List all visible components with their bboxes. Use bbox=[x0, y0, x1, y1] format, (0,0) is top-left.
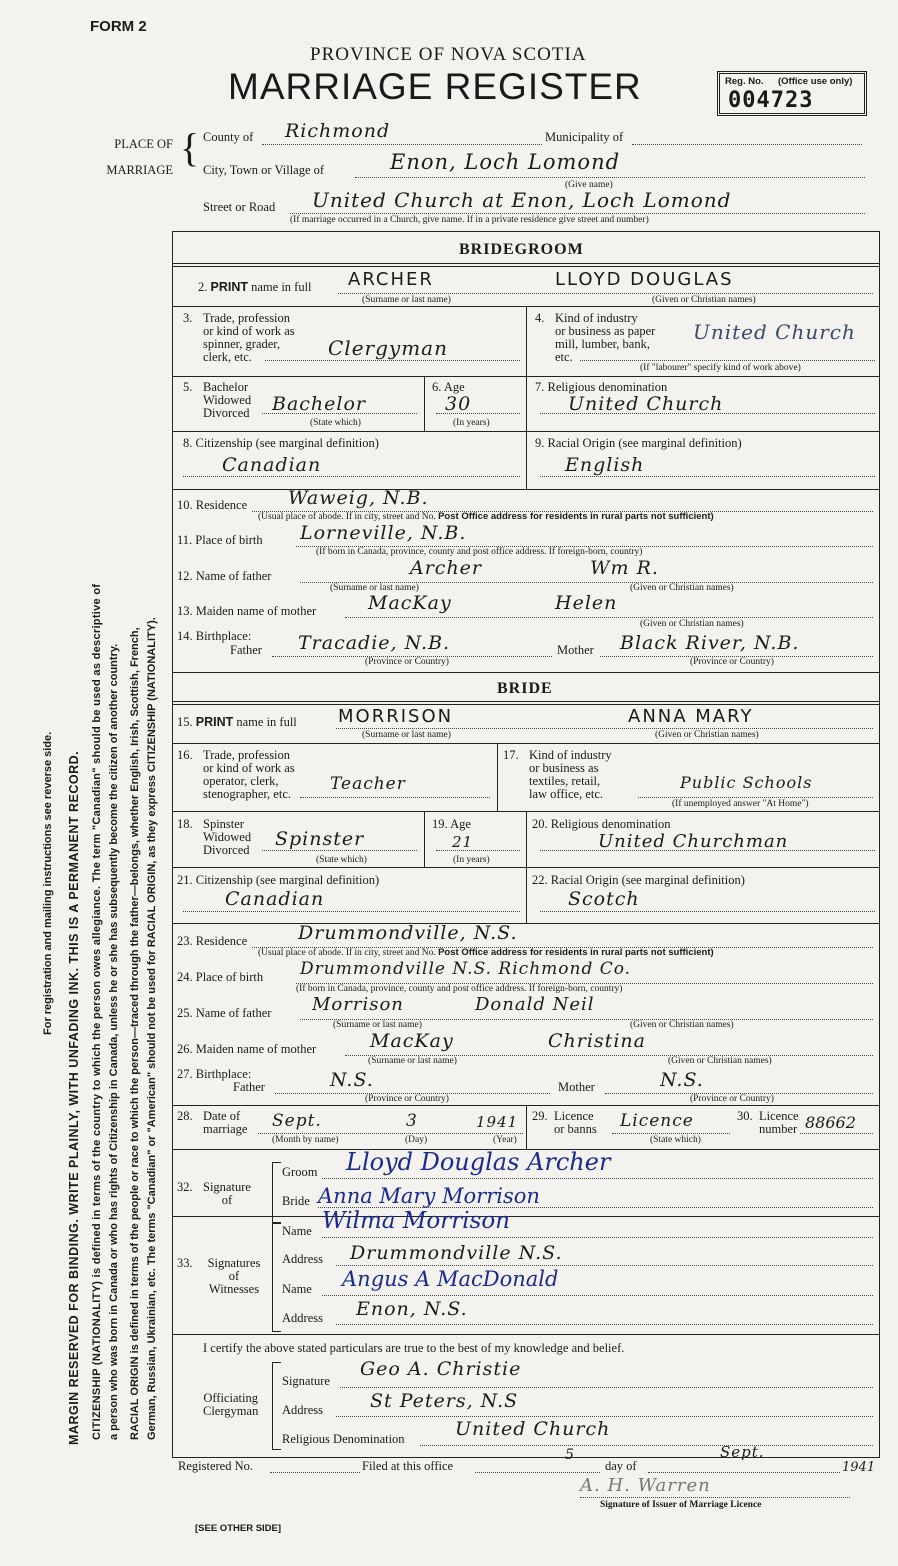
bride-mother-given: Christina bbox=[548, 1030, 646, 1052]
filed-day: 5 bbox=[565, 1447, 575, 1463]
q11-note: (If born in Canada, province, county and post office address. If foreign-born, country) bbox=[316, 547, 643, 557]
bride-mother-surname: MacKay bbox=[370, 1030, 454, 1052]
municipality-label: Municipality of bbox=[545, 130, 624, 144]
groom-marital-status: Bachelor bbox=[272, 393, 367, 415]
bride-given: ANNA MARY bbox=[628, 706, 754, 727]
q32-bracket bbox=[272, 1162, 281, 1224]
groom-father-birthplace: Tracadie, N.B. bbox=[298, 632, 451, 654]
groom-mother-given: Helen bbox=[555, 592, 618, 614]
marriage-day: 3 bbox=[406, 1111, 418, 1131]
groom-occupation: Clergyman bbox=[328, 336, 448, 360]
bride-birthplace: Drummondville N.S. Richmond Co. bbox=[300, 959, 632, 979]
q29-label: 29. Licence or banns bbox=[532, 1109, 597, 1136]
q23-note: (Usual place of abode. If in city, street and No. Post Office address for residents in rural parts not sufficient) bbox=[258, 947, 714, 958]
q6-label: 6. Age bbox=[432, 380, 465, 394]
witness2-name: Angus A MacDonald bbox=[342, 1267, 559, 1291]
groom-father-surname: Archer bbox=[410, 557, 483, 579]
q18-label: 18. Spinster Widowed Divorced bbox=[177, 817, 252, 857]
q27-mother-label: Mother bbox=[558, 1080, 595, 1094]
q25-cap-surname: (Surname or last name) bbox=[333, 1020, 422, 1030]
licence-number: 88662 bbox=[805, 1113, 856, 1132]
q16-label: 16. Trade, profession or kind of work as operator, clerk, stenographer, etc. bbox=[177, 748, 295, 801]
witness1-address: Drummondville N.S. bbox=[350, 1242, 563, 1264]
q2-cap-surname: (Surname or last name) bbox=[362, 295, 451, 305]
issuer-caption: Signature of Issuer of Marriage Licence bbox=[600, 1500, 762, 1510]
q15-cap-surname: (Surname or last name) bbox=[362, 730, 451, 740]
q14-father-label: Father bbox=[230, 643, 262, 657]
q26-label: 26. Maiden name of mother bbox=[177, 1042, 317, 1056]
witness1-name: Wilma Morrison bbox=[322, 1208, 510, 1234]
groom-racial-origin: English bbox=[565, 454, 645, 476]
q21-label: 21. Citizenship (see marginal definition) bbox=[177, 873, 380, 887]
q4-label: 4. Kind of industry or business as paper mill, lumber, bank, etc. bbox=[535, 311, 656, 364]
county-label: County of bbox=[203, 130, 254, 144]
clergy-address: St Peters, N.S bbox=[370, 1390, 519, 1412]
q10-note: (Usual place of abode. If in city, street and No. Post Office address for residents in rural parts not sufficient) bbox=[258, 511, 714, 522]
see-other-side: [SEE OTHER SIDE] bbox=[195, 1523, 282, 1534]
q27-father-label: Father bbox=[233, 1080, 265, 1094]
city-note: (Give name) bbox=[565, 180, 613, 190]
bride-father-given: Donald Neil bbox=[475, 994, 595, 1015]
groom-father-given: Wm R. bbox=[590, 557, 659, 579]
reg-office-note: (Office use only) bbox=[778, 76, 853, 87]
bride-industry: Public Schools bbox=[680, 773, 813, 792]
groom-mother-birthplace: Black River, N.B. bbox=[620, 632, 800, 654]
q12-label: 12. Name of father bbox=[177, 569, 272, 583]
q27-cap-mother: (Province or Country) bbox=[690, 1094, 774, 1104]
q28-cap-month: (Month by name) bbox=[272, 1135, 339, 1145]
groom-residence: Waweig, N.B. bbox=[288, 487, 429, 509]
w2-name-label: Name bbox=[282, 1282, 312, 1296]
form-number: FORM 2 bbox=[90, 18, 147, 35]
q11-label: 11. Place of birth bbox=[177, 533, 263, 547]
q33-label: 33. Signatures of Witnesses bbox=[177, 1256, 261, 1296]
reg-label: Reg. No. bbox=[725, 76, 764, 87]
q13-label: 13. Maiden name of mother bbox=[177, 604, 317, 618]
q19-label: 19. Age bbox=[432, 817, 471, 831]
q14-cap-mother: (Province or Country) bbox=[690, 657, 774, 667]
q28-cap-year: (Year) bbox=[493, 1135, 517, 1145]
marriage-year: 1941 bbox=[476, 1113, 519, 1131]
q24-note: (If born in Canada, province, county and post office address. If foreign-born, country) bbox=[296, 984, 623, 994]
q3-label: 3. Trade, profession or kind of work as spinner, grader, clerk, etc. bbox=[183, 311, 295, 364]
clergy-denom-label: Religious Denomination bbox=[282, 1432, 405, 1446]
q30-label: 30. Licence number bbox=[737, 1109, 799, 1136]
reg-number-box bbox=[717, 71, 867, 116]
q22-label: 22. Racial Origin (see marginal definition) bbox=[532, 873, 745, 887]
clergy-label: Officiating Clergyman bbox=[203, 1391, 259, 1418]
q25-label: 25. Name of father bbox=[177, 1006, 272, 1020]
q29-note: (State which) bbox=[650, 1135, 701, 1145]
q15-label: 15. PRINT name in full bbox=[177, 715, 297, 729]
bride-heading: BRIDE bbox=[497, 680, 553, 697]
street-note: (If marriage occurred in a Church, give name. If in a private residence give street and number) bbox=[290, 215, 649, 225]
q18-note: (State which) bbox=[316, 855, 367, 865]
clergy-sig-label: Signature bbox=[282, 1374, 330, 1388]
bride-surname: MORRISON bbox=[338, 706, 454, 727]
margin-racial-1: RACIAL ORIGIN is defined in terms of the people or race to which the person—traced through the father—belongs, whether English, Irish, Scottish, French, bbox=[129, 627, 141, 1440]
registered-label: Registered No. bbox=[178, 1459, 253, 1473]
bride-occupation: Teacher bbox=[330, 774, 406, 794]
q6-note: (In years) bbox=[453, 418, 490, 428]
issuer-signature: A. H. Warren bbox=[580, 1475, 711, 1496]
groom-signature: Lloyd Douglas Archer bbox=[346, 1148, 611, 1176]
bride-marital-status: Spinster bbox=[275, 828, 365, 850]
groom-given: LLOYD DOUGLAS bbox=[555, 269, 734, 290]
bride-mother-birthplace: N.S. bbox=[660, 1069, 704, 1091]
q24-label: 24. Place of birth bbox=[177, 970, 264, 984]
q28-cap-day: (Day) bbox=[405, 1135, 428, 1145]
margin-citizenship-1: CITIZENSHIP (NATIONALITY) is defined in terms of the country to which the person owes allegiance. The term "Canadian" should be used as descriptive of bbox=[91, 583, 103, 1440]
groom-birthplace: Lorneville, N.B. bbox=[300, 522, 467, 544]
groom-surname: ARCHER bbox=[348, 269, 434, 290]
filed-month: Sept. bbox=[720, 1443, 765, 1461]
bride-citizenship: Canadian bbox=[225, 888, 325, 910]
margin-instructions: For registration and mailing instructions see reverse side. bbox=[42, 731, 54, 1035]
w2-address-label: Address bbox=[282, 1311, 323, 1325]
w1-name-label: Name bbox=[282, 1224, 312, 1238]
bridegroom-heading: BRIDEGROOM bbox=[459, 241, 584, 258]
witness2-address: Enon, N.S. bbox=[356, 1298, 468, 1320]
q5-note: (State which) bbox=[310, 418, 361, 428]
margin-citizenship-2: a person who was born in Canada or who has rights of Citizenship in Canada, unless he or she has subsequently become the citizen of another country. bbox=[108, 643, 120, 1440]
q15-cap-given: (Given or Christian names) bbox=[655, 730, 759, 740]
bride-sig-label: Bride bbox=[282, 1194, 310, 1208]
certify-text: I certify the above stated particulars are true to the best of my knowledge and belief. bbox=[203, 1341, 625, 1355]
q28-label: 28. Date of marriage bbox=[177, 1109, 248, 1136]
groom-citizenship: Canadian bbox=[222, 454, 322, 476]
filed-year: 1941 bbox=[842, 1460, 876, 1475]
q14-mother-label: Mother bbox=[557, 643, 594, 657]
clergy-address-label: Address bbox=[282, 1403, 323, 1417]
licence-or-banns: Licence bbox=[620, 1111, 694, 1131]
groom-religion: United Church bbox=[568, 393, 724, 415]
street-value: United Church at Enon, Loch Lomond bbox=[312, 188, 732, 212]
q4-note: (If "labourer" specify kind of work above) bbox=[640, 363, 801, 373]
w1-address-label: Address bbox=[282, 1252, 323, 1266]
groom-sig-label: Groom bbox=[282, 1165, 318, 1179]
marriage-month: Sept. bbox=[272, 1111, 322, 1131]
q27-label: 27. Birthplace: bbox=[177, 1067, 252, 1081]
q26-cap-surname: (Surname or last name) bbox=[368, 1056, 457, 1066]
q2-cap-given: (Given or Christian names) bbox=[652, 295, 756, 305]
province-heading: PROVINCE OF NOVA SCOTIA bbox=[310, 44, 587, 65]
bride-signature: Anna Mary Morrison bbox=[318, 1184, 540, 1208]
clergy-bracket bbox=[272, 1362, 281, 1450]
q12-cap-surname: (Surname or last name) bbox=[330, 583, 419, 593]
groom-industry: United Church bbox=[693, 320, 856, 344]
q12-cap-given: (Given or Christian names) bbox=[630, 583, 734, 593]
q32-label: 32. Signature of bbox=[177, 1180, 251, 1207]
q5-label: 5. Bachelor Widowed Divorced bbox=[183, 380, 252, 420]
q13-cap-given: (Given or Christian names) bbox=[640, 619, 744, 629]
q17-label: 17. Kind of industry or business as textiles, retail, law office, etc. bbox=[503, 748, 612, 801]
reg-number: 004723 bbox=[728, 88, 814, 113]
q14-cap-father: (Province or Country) bbox=[365, 657, 449, 667]
day-of-label: day of bbox=[605, 1459, 637, 1473]
q17-note: (If unemployed answer "At Home") bbox=[672, 799, 809, 809]
q2-label: 2. PRINT name in full bbox=[198, 280, 312, 294]
margin-binding-notice: MARGIN RESERVED FOR BINDING. WRITE PLAINLY, WITH UNFADING INK. THIS IS A PERMANENT RECORD. bbox=[67, 750, 81, 1445]
bride-racial-origin: Scotch bbox=[568, 888, 640, 910]
bride-religion: United Churchman bbox=[598, 831, 789, 852]
q26-cap-given: (Given or Christian names) bbox=[668, 1056, 772, 1066]
q23-label: 23. Residence bbox=[177, 934, 248, 948]
q14-label: 14. Birthplace: bbox=[177, 629, 252, 643]
bride-age: 21 bbox=[452, 833, 474, 851]
margin-racial-2: German, Russian, Ukrainian, etc. The terms "Canadian" or "American" should not be used for RACIAL ORIGIN, as they express CITIZENSHIP (NATIONALITY). bbox=[146, 617, 158, 1440]
q19-note: (In years) bbox=[453, 855, 490, 865]
city-label: City, Town or Village of bbox=[203, 163, 325, 177]
q25-cap-given: (Given or Christian names) bbox=[630, 1020, 734, 1030]
groom-age: 30 bbox=[445, 393, 472, 415]
q27-cap-father: (Province or Country) bbox=[365, 1094, 449, 1104]
place-group-label: PLACE OF MARRIAGE bbox=[106, 137, 173, 177]
q8-label: 8. Citizenship (see marginal definition) bbox=[183, 436, 379, 450]
q10-label: 10. Residence bbox=[177, 498, 248, 512]
city-value: Enon, Loch Lomond bbox=[390, 150, 621, 174]
q33-bracket bbox=[272, 1222, 281, 1332]
page-title: MARRIAGE REGISTER bbox=[228, 66, 642, 107]
clergy-denomination: United Church bbox=[455, 1418, 611, 1440]
clergy-signature: Geo A. Christie bbox=[360, 1358, 522, 1380]
q9-label: 9. Racial Origin (see marginal definition) bbox=[535, 436, 742, 450]
street-label: Street or Road bbox=[203, 200, 276, 214]
groom-mother-surname: MacKay bbox=[368, 592, 452, 614]
bride-father-birthplace: N.S. bbox=[330, 1069, 374, 1091]
q20-label: 20. Religious denomination bbox=[532, 817, 671, 831]
county-value: Richmond bbox=[285, 120, 391, 142]
bride-residence: Drummondville, N.S. bbox=[298, 922, 518, 944]
filed-label: Filed at this office bbox=[362, 1459, 454, 1473]
place-brace: { bbox=[180, 125, 200, 170]
q7-label: 7. Religious denomination bbox=[535, 380, 668, 394]
bride-father-surname: Morrison bbox=[312, 994, 404, 1015]
